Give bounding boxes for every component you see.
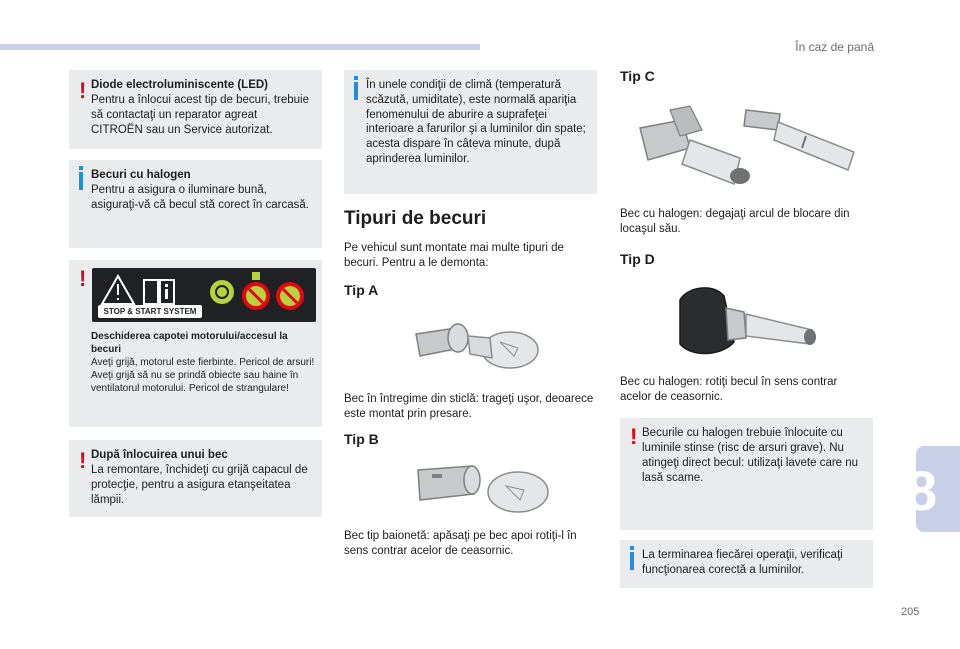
warning-icon: ! — [79, 266, 87, 291]
chapter-number: 8 — [906, 459, 938, 522]
hood-line-1: Aveţi grijă, motorul este fierbinte. Pericol de arsuri! — [91, 357, 315, 368]
page-number: 205 — [901, 606, 920, 618]
header-accent-bar — [0, 44, 480, 50]
final-info-box — [620, 540, 873, 588]
bulb-c-image — [630, 100, 870, 201]
after-text: La remontare, închideţi cu grijă capacul de protecţie, pentru a asigura etanşeitatea lămpii. — [91, 464, 308, 506]
info-icon — [354, 82, 358, 100]
climate-info-box — [344, 70, 597, 194]
chapter-title: În caz de pană — [795, 40, 874, 54]
bulb-b-image — [414, 460, 554, 523]
led-text: Pentru a înlocui acest tip de becuri, trebuie să contactaţi un reparator agreat CITROËN sau un Service autorizat. — [91, 94, 309, 136]
hood-line-2: Aveţi grijă să nu se prindă obiecte sau haine în ventilatorul motorului. Pericol de strangulare! — [91, 370, 299, 394]
tip-a-text: Bec în întregime din sticlă: trageţi uşor, deoarece este montat prin presare. — [344, 393, 594, 420]
hood-text-block — [91, 330, 317, 395]
stop-start-badge: STOP & START SYSTEM — [98, 305, 202, 318]
final-text: La terminarea fiecărei operaţii, verificaţi funcţionarea corectă a luminilor. — [642, 549, 843, 576]
after-warning-box — [69, 440, 322, 517]
manual-book-icon — [144, 280, 174, 304]
halogen-info-box — [69, 160, 322, 248]
tip-b-title: Tip B — [344, 431, 379, 447]
tip-a-title: Tip A — [344, 282, 379, 298]
info-icon — [630, 552, 634, 570]
tip-b-text: Bec tip baionetă: apăsaţi pe bec apoi rotiţi-l în sens contrar acelor de ceasornic. — [344, 530, 577, 557]
section-intro: Pe vehicul sunt montate mai multe tipuri de becuri. Pentru a le demonta: — [344, 242, 564, 269]
tip-c-text: Bec cu halogen: degajaţi arcul de blocare din locaşul său. — [620, 208, 850, 235]
info-icon — [79, 172, 83, 190]
bulb-a-image — [410, 310, 540, 381]
tip-d-text: Bec cu halogen: rotiţi becul în sens contrar acelor de ceasornic. — [620, 376, 838, 403]
led-title: Diode electroluminiscente (LED) — [91, 79, 269, 91]
hood-title: Deschiderea capotei motorului/accesul la becuri — [91, 331, 288, 355]
bulb-d-image — [672, 280, 832, 375]
no-hand-icon — [242, 272, 270, 310]
tip-d-title: Tip D — [620, 251, 655, 267]
caution-triangle-icon — [102, 276, 134, 304]
led-warning-box — [69, 70, 322, 149]
replace-text: Becurile cu halogen trebuie înlocuite cu luminile stinse (risc de arsuri grave). Nu atingeţi direct becul: utilizaţi lavete care nu lasă scame. — [642, 427, 859, 484]
climate-text: În unele condiţii de climă (temperatură scăzută, umiditate), este normală apariţia fenomenului de aburire a suprafeţei interioare a farurilor şi a luminilor din spate; acesta dispare în câteva minute, după aprinderea luminilor. — [366, 79, 586, 165]
after-title: După înlocuirea unui bec — [91, 449, 228, 461]
warning-icon: ! — [630, 424, 638, 449]
replace-warning-box — [620, 418, 873, 530]
halogen-text: Pentru a asigura o iluminare bună, asiguraţi-vă că becul stă corect în carcasă. — [91, 184, 309, 211]
section-title: Tipuri de becuri — [344, 208, 487, 229]
tip-c-title: Tip C — [620, 68, 655, 84]
warning-icon: ! — [79, 448, 87, 473]
no-fan-icon — [276, 282, 304, 310]
fan-belt-icon — [210, 274, 234, 304]
warning-icon: ! — [79, 78, 87, 103]
halogen-title: Becuri cu halogen — [91, 169, 191, 181]
